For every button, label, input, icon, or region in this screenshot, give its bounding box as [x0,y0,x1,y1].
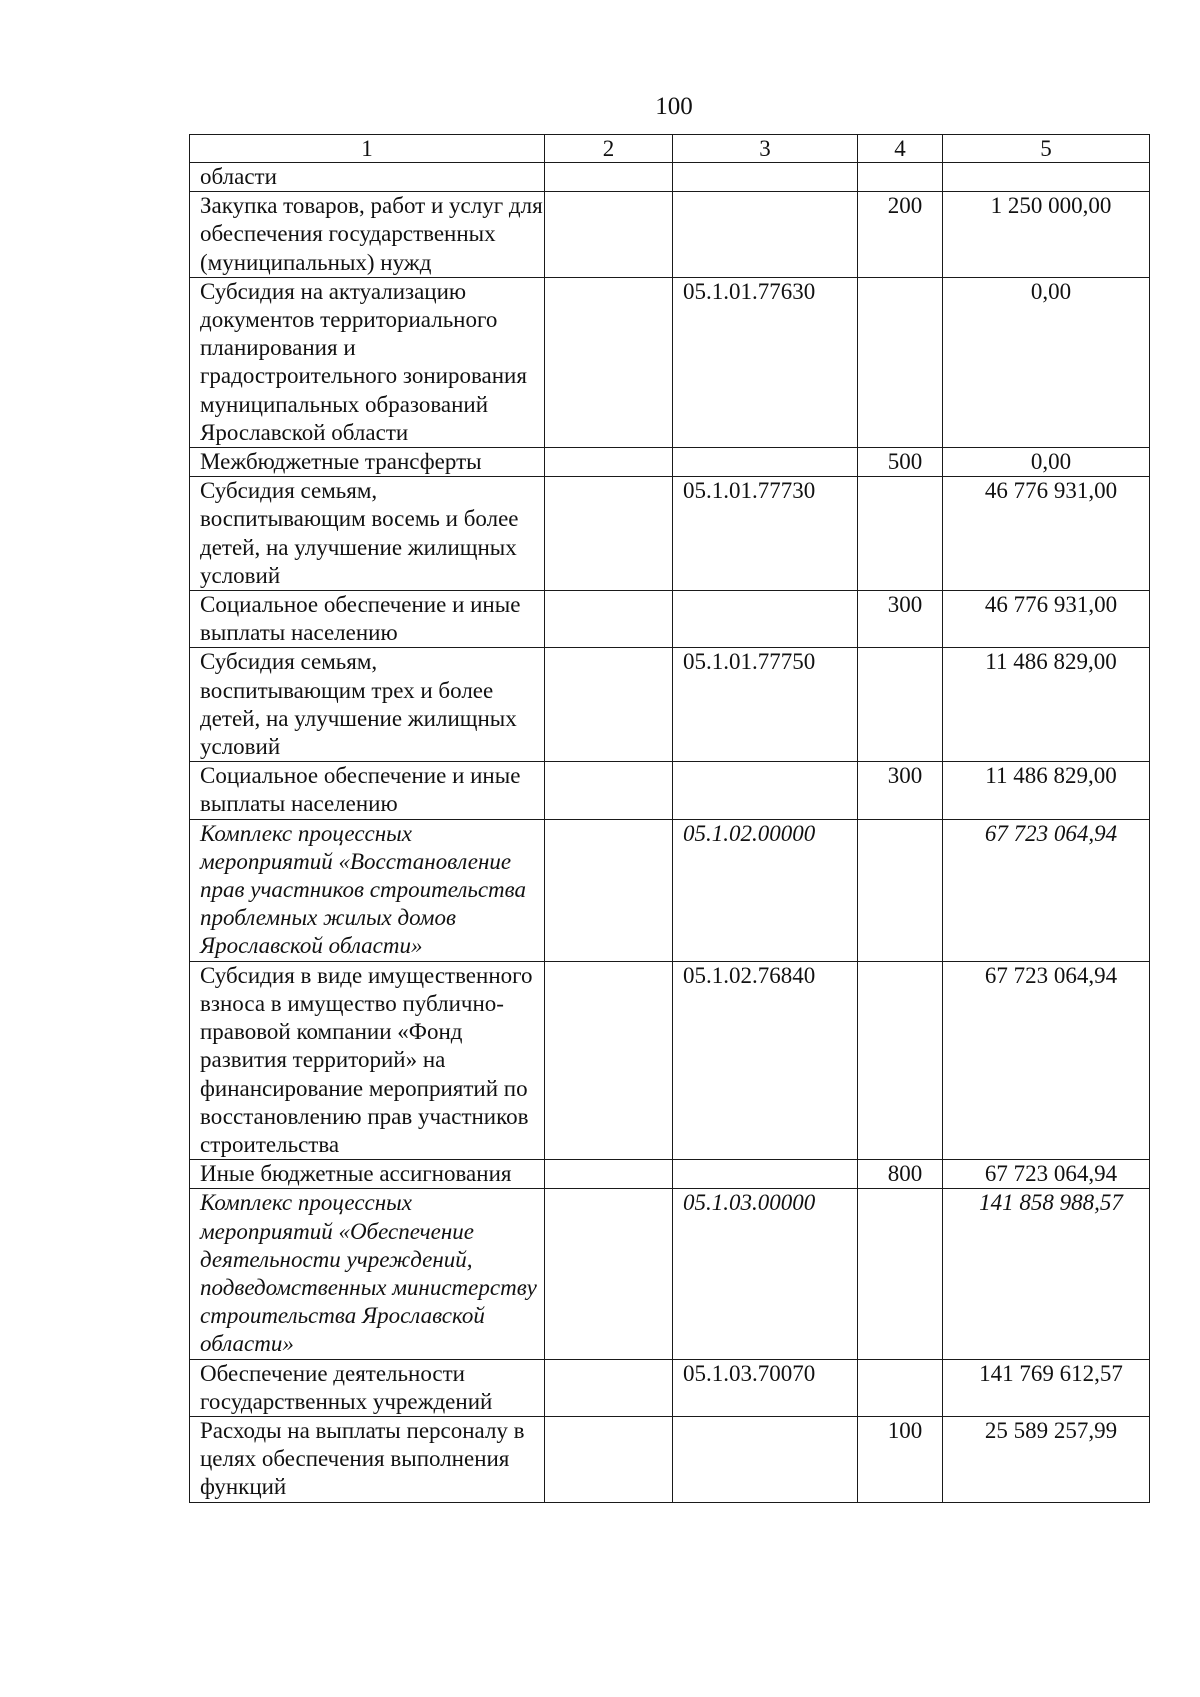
row-name-cell: Субсидия в виде имущественного взноса в имущество публично-правовой компании «Фонд развития территорий» на финансирование мероприятий по восстановлению прав участников строительства [190,961,545,1159]
table-row [190,591,1150,648]
row-col2-cell [545,477,673,591]
table-row [190,648,1150,762]
row-col2-cell [545,591,673,648]
row-col2-cell [545,762,673,819]
row-col2-cell [545,277,673,447]
page-number: 100 [655,93,693,120]
header-col-4: 4 [858,135,943,163]
row-name-cell: Межбюджетные трансферты [190,448,545,477]
row-col2-cell [545,1359,673,1416]
row-type-cell: 200 [858,192,943,278]
row-col2-cell [545,819,673,961]
row-code-cell [673,591,858,648]
row-code-cell: 05.1.02.76840 [673,961,858,1159]
row-name-cell: Обеспечение деятельности государственных учреждений [190,1359,545,1416]
row-code-cell: 05.1.02.00000 [673,819,858,961]
row-type-cell: 800 [858,1160,943,1189]
row-code-cell [673,1160,858,1189]
table-row [190,1160,1150,1189]
row-col2-cell [545,163,673,192]
row-col2-cell [545,448,673,477]
row-col2-cell [545,1416,673,1502]
table-row [190,762,1150,819]
row-code-cell: 05.1.01.77730 [673,477,858,591]
row-type-cell [858,819,943,961]
row-amount-cell [943,163,1150,192]
row-amount-cell: 141 858 988,57 [943,1189,1150,1359]
header-col-5: 5 [943,135,1150,163]
row-col2-cell [545,961,673,1159]
table-row [190,1359,1150,1416]
row-name-cell: Закупка товаров, работ и услуг для обеспечения государственных (муниципальных) нужд [190,192,545,278]
budget-table [189,134,1150,1503]
row-type-cell [858,1359,943,1416]
row-name-cell: области [190,163,545,192]
row-type-cell [858,277,943,447]
table-row [190,477,1150,591]
row-amount-cell: 25 589 257,99 [943,1416,1150,1502]
row-col2-cell [545,648,673,762]
row-type-cell: 300 [858,591,943,648]
row-amount-cell: 0,00 [943,277,1150,447]
row-name-cell: Расходы на выплаты персоналу в целях обеспечения выполнения функций [190,1416,545,1502]
table-row [190,163,1150,192]
row-col2-cell [545,1189,673,1359]
table-body [190,163,1150,1503]
table-row [190,192,1150,278]
row-type-cell: 100 [858,1416,943,1502]
row-col2-cell [545,192,673,278]
row-amount-cell: 67 723 064,94 [943,961,1150,1159]
row-amount-cell: 67 723 064,94 [943,1160,1150,1189]
table-row [190,1416,1150,1502]
row-amount-cell: 67 723 064,94 [943,819,1150,961]
header-col-2: 2 [545,135,673,163]
table-row [190,819,1150,961]
table-row [190,1189,1150,1359]
table-row [190,448,1150,477]
table-row [190,961,1150,1159]
row-name-cell: Комплекс процессных мероприятий «Обеспечение деятельности учреждений, подведомственных министерству строительства Ярославской области» [190,1189,545,1359]
row-code-cell: 05.1.03.00000 [673,1189,858,1359]
row-name-cell: Субсидия семьям, воспитывающим трех и более детей, на улучшение жилищных условий [190,648,545,762]
row-amount-cell: 1 250 000,00 [943,192,1150,278]
row-type-cell [858,163,943,192]
row-type-cell [858,1189,943,1359]
row-name-cell: Социальное обеспечение и иные выплаты населению [190,591,545,648]
row-code-cell [673,762,858,819]
row-amount-cell: 46 776 931,00 [943,477,1150,591]
row-amount-cell: 0,00 [943,448,1150,477]
row-code-cell: 05.1.01.77750 [673,648,858,762]
row-code-cell [673,192,858,278]
row-type-cell [858,961,943,1159]
row-type-cell [858,648,943,762]
header-col-3: 3 [673,135,858,163]
row-code-cell: 05.1.03.70070 [673,1359,858,1416]
row-name-cell: Иные бюджетные ассигнования [190,1160,545,1189]
row-name-cell: Комплекс процессных мероприятий «Восстановление прав участников строительства проблемных жилых домов Ярославской области» [190,819,545,961]
row-amount-cell: 46 776 931,00 [943,591,1150,648]
row-type-cell: 300 [858,762,943,819]
header-row [190,135,1150,163]
row-name-cell: Субсидия на актуализацию документов территориального планирования и градостроительного зонирования муниципальных образований Ярославской области [190,277,545,447]
row-amount-cell: 11 486 829,00 [943,762,1150,819]
row-col2-cell [545,1160,673,1189]
row-code-cell [673,163,858,192]
row-code-cell: 05.1.01.77630 [673,277,858,447]
row-code-cell [673,1416,858,1502]
row-name-cell: Субсидия семьям, воспитывающим восемь и более детей, на улучшение жилищных условий [190,477,545,591]
table-row [190,277,1150,447]
row-type-cell [858,477,943,591]
row-type-cell: 500 [858,448,943,477]
row-code-cell [673,448,858,477]
row-amount-cell: 141 769 612,57 [943,1359,1150,1416]
row-amount-cell: 11 486 829,00 [943,648,1150,762]
row-name-cell: Социальное обеспечение и иные выплаты населению [190,762,545,819]
header-col-1: 1 [190,135,545,163]
